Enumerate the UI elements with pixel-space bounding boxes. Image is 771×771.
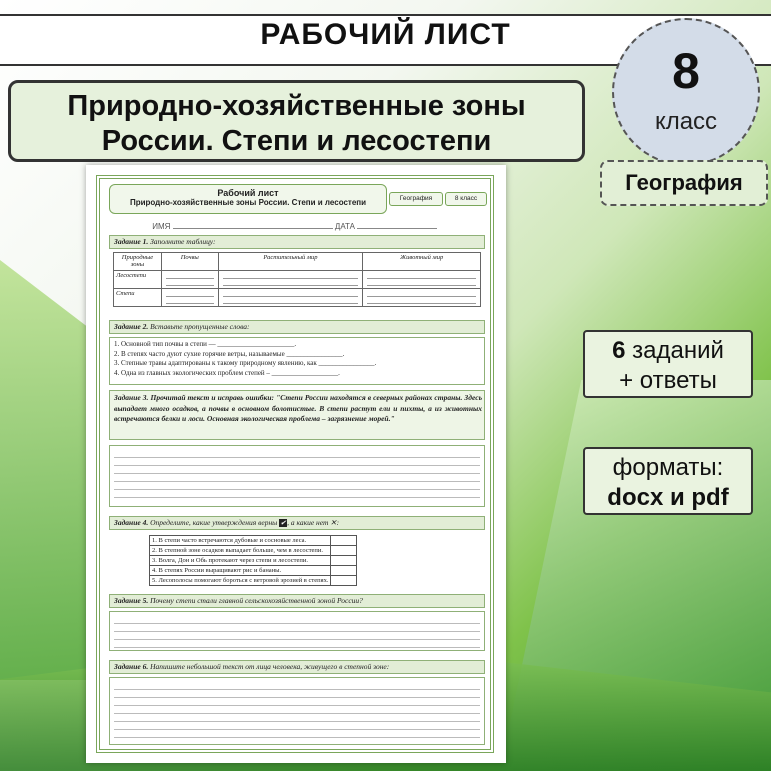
task5-header <box>109 594 485 608</box>
table-row-label: Степи <box>114 289 162 307</box>
task4-text-mid: , а какие нет <box>287 518 329 527</box>
task3-label: Задание 3. <box>114 393 149 402</box>
task1-header <box>109 235 485 249</box>
task4-text: Определите, какие утверждения верны <box>150 518 278 527</box>
table-row <box>150 556 357 566</box>
task3-text: Прочитай текст и исправь ошибки: "Степи России находятся в северных районах страны. Здесь выпадает много осадков, а почвы в основном болотистые. В степи растут ели и пихты, а из животных встречаются белки и лоси. Основная экологическая проблема – загрязнение морей." <box>114 393 483 423</box>
table-header: Природные зоны <box>114 253 162 271</box>
page-title: РАБОЧИЙ ЛИСТ <box>260 18 511 51</box>
checkmark-icon: ✔ <box>280 519 287 528</box>
task4-label: Задание 4. <box>114 518 149 527</box>
list-item: 3. Степные травы адаптированы к такому природному явлению, как ________________. <box>114 359 377 367</box>
table-row <box>150 576 357 586</box>
table-row <box>150 566 357 576</box>
topic-line-2: России. Степи и лесостепи <box>101 125 492 157</box>
task1-text: Заполните таблицу: <box>150 237 216 246</box>
task2-text: Вставьте пропущенные слова: <box>150 322 250 331</box>
task2-header <box>109 320 485 334</box>
task5-label: Задание 5. <box>114 596 149 605</box>
table-row <box>150 546 357 556</box>
answers-text: + ответы <box>619 367 717 394</box>
statement: 3. Волга, Дон и Обь протекают через степи и лесостепи. <box>150 556 331 566</box>
worksheet-subtitle: Природно-хозяйственные зоны России. Степи и лесостепи <box>129 198 367 207</box>
table-row <box>150 536 357 546</box>
formats-list: docx и pdf <box>607 484 729 511</box>
table-row-label: Лесостепи <box>114 271 162 289</box>
task2-list <box>114 340 376 378</box>
topic-line-1: Природно-хозяйственные зоны <box>67 90 526 122</box>
statement: 2. В степной зоне осадков выпадает больше, чем в лесостепи. <box>150 546 331 556</box>
formats-box <box>583 447 753 515</box>
name-label: ИМЯ <box>152 222 171 231</box>
task1-label: Задание 1. <box>114 237 149 246</box>
list-item: 1. Основной тип почвы в степи — ______________________. <box>114 340 297 348</box>
task3-text-block <box>114 393 482 425</box>
task5-answer-lines <box>109 611 485 651</box>
formats-label: форматы: <box>612 454 724 481</box>
statement: 1. В степи часто встречаются дубовые и сосновые леса. <box>150 536 331 546</box>
task3-answer-lines <box>109 445 485 507</box>
worksheet-subject-tag: География <box>389 192 443 206</box>
list-item: 4. Одна из главных экологических проблем степей – ___________________. <box>114 368 340 377</box>
table-header: Животный мир <box>363 253 481 271</box>
task4-header: Задание 4. Определите, какие утверждения верны ✔, а какие нет ✕: <box>109 516 485 530</box>
worksheet-grade-tag: 8 класс <box>445 192 487 206</box>
date-line <box>357 220 437 229</box>
task6-header <box>109 660 485 674</box>
grade-word: класс <box>654 108 718 135</box>
table-header: Почвы <box>162 253 219 271</box>
name-line <box>173 220 333 229</box>
task2-label: Задание 2. <box>114 322 149 331</box>
list-item: 2. В степях часто дуют сухие горячие ветры, называемые ________________. <box>114 349 345 358</box>
task6-answer-lines <box>109 677 485 745</box>
statement: 5. Лесополосы помогают бороться с ветровой эрозией в степях. <box>150 576 331 586</box>
tasks-count: 6 <box>612 337 626 364</box>
subject-badge: География <box>600 160 768 206</box>
worksheet-preview <box>86 165 506 763</box>
tasks-count-box <box>583 330 753 398</box>
worksheet-title-box <box>109 184 387 214</box>
task5-text: Почему степи стали главной сельскохозяйственной зоной России? <box>150 596 363 605</box>
worksheet-title: Рабочий лист <box>217 188 279 198</box>
topic-box <box>8 80 585 162</box>
cross-icon: ✕ <box>330 518 337 527</box>
grade-number: 8 <box>672 43 700 99</box>
task1-table <box>113 252 481 307</box>
task6-label: Задание 6. <box>114 662 149 671</box>
name-date-row <box>110 220 484 231</box>
tasks-text: заданий <box>632 337 724 364</box>
date-label: ДАТА <box>334 222 355 231</box>
grade-badge <box>612 18 760 166</box>
task4-table <box>149 535 357 586</box>
statement: 4. В степях России выращивают рис и бананы. <box>150 566 331 576</box>
table-header: Растительный мир <box>218 253 363 271</box>
task6-text: Напишите небольшой текст от лица человека, живущего в степной зоне: <box>150 662 390 671</box>
